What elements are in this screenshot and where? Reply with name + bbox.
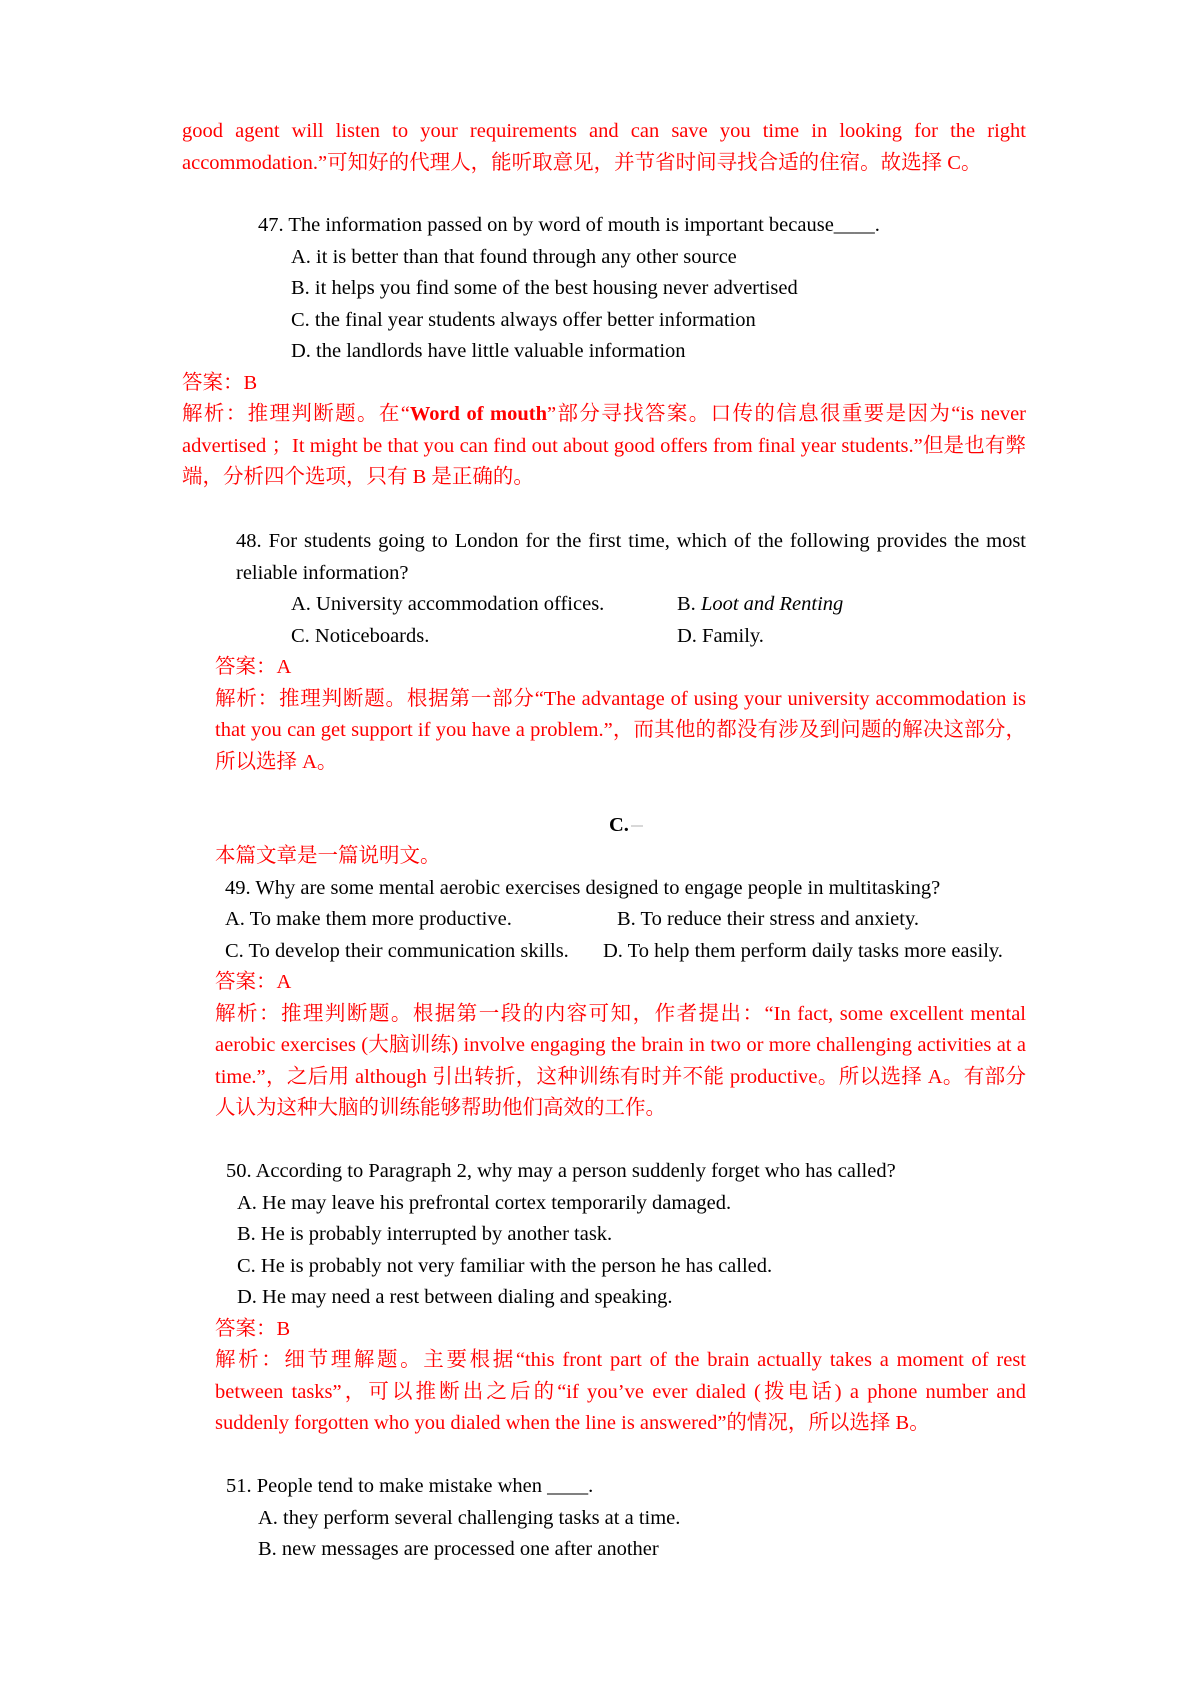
q48-option-c: C. Noticeboards. [291, 624, 430, 647]
q50-answer: 答案：B [215, 1317, 291, 1340]
q48-stem: 48. For students going to London for the first time, which of the following provides the most reliable information? [236, 530, 1026, 584]
q47-stem: 47. The information passed on by word of mouth is important because____. [258, 214, 880, 236]
section-c-title-mark [631, 825, 643, 827]
q50-analysis: 解析：细节理解题。主要根据“this front part of the brain actually takes a moment of rest between tasks”，可以推断出之后的“if you’ve ever dialed (拨电话) a phone number and suddenly forgotten who you dialed when the line is answered”的情况，所以选择 B。 [215, 1349, 1026, 1434]
section-c-title [609, 810, 643, 842]
q49-option-c: C. To develop their communication skills. [225, 939, 569, 962]
q47-option-b: B. it helps you find some of the best housing never advertised [291, 277, 798, 299]
q48-option-a: A. University accommodation offices. [291, 593, 605, 615]
q48-answer: 答案：A [215, 656, 292, 678]
q47-option-d: D. the landlords have little valuable information [291, 340, 686, 362]
q51-option-b: B. new messages are processed one after another [258, 1538, 659, 1560]
q51-option-a: A. they perform several challenging tasks at a time. [258, 1506, 681, 1529]
q51-stem: 51. People tend to make mistake when ____. [226, 1475, 594, 1497]
q48-option-b [677, 589, 843, 621]
q47-option-c: C. the final year students always offer better information [291, 308, 756, 331]
q48-option-d: D. Family. [677, 624, 764, 647]
q47-analysis-pre: 解析：推理判断题。在“ [182, 403, 410, 425]
q46-analysis-tail [182, 116, 1026, 179]
q46-analysis-line1: good agent will listen to your requirements and can save you time in looking for the right [182, 120, 1026, 142]
q49-stem: 49. Why are some mental aerobic exercises designed to engage people in multitasking? [225, 876, 941, 899]
q50-stem: 50. According to Paragraph 2, why may a person suddenly forget who has called? [226, 1160, 896, 1182]
q47-analysis-post: ”部分寻找答案。口传的信息很重要是因为“is never advertised ；It might be that you can find out about good offers from final year students.”但是也有弊端，分析四个选项，只有 B 是正确的。 [182, 403, 1026, 488]
section-c-intro: 本篇文章是一篇说明文。 [215, 845, 441, 867]
q50-option-d: D. He may need a rest between dialing and speaking. [237, 1286, 673, 1308]
q47-analysis-bold: Word of mouth [409, 403, 547, 425]
q49-answer: 答案：A [215, 971, 292, 993]
q47-option-a: A. it is better than that found through any other source [291, 245, 737, 268]
section-c-title-text: C. [609, 814, 629, 836]
q49-option-d: D. To help them perform daily tasks more easily. [603, 939, 1003, 962]
q49-option-a: A. To make them more productive. [225, 908, 512, 930]
q48-option-b-title: Loot and Renting [700, 593, 844, 615]
q48-option-b-prefix: B. [677, 593, 701, 615]
q48-analysis: 解析：推理判断题。根据第一部分“The advantage of using your university accommodation is that you can get support if you have a problem.”，而其他的都没有涉及到问题的解决这部分，所以选择 A。 [215, 687, 1026, 773]
q49-analysis: 解析：推理判断题。根据第一段的内容可知，作者提出：“In fact, some excellent mental aerobic exercises (大脑训练) involve engaging the brain in two or more challenging activities at a time.”，之后用 although 引出转折，这种训练有时并不能 productive。所以选择 A。有部分人认为这种大脑的训练能够帮助他们高效的工作。 [215, 1002, 1026, 1119]
q49-option-b: B. To reduce their stress and anxiety. [617, 908, 919, 930]
q47-analysis [182, 399, 1026, 494]
q47-answer: 答案：B [182, 371, 258, 394]
q46-analysis-line2: accommodation.”可知好的代理人，能听取意见，并节省时间寻找合适的住宿。故选择 C。 [182, 151, 982, 174]
q50-option-c: C. He is probably not very familiar with the person he has called. [237, 1254, 773, 1277]
q50-option-b: B. He is probably interrupted by another task. [237, 1223, 613, 1245]
q50-option-a: A. He may leave his prefrontal cortex temporarily damaged. [237, 1191, 732, 1214]
